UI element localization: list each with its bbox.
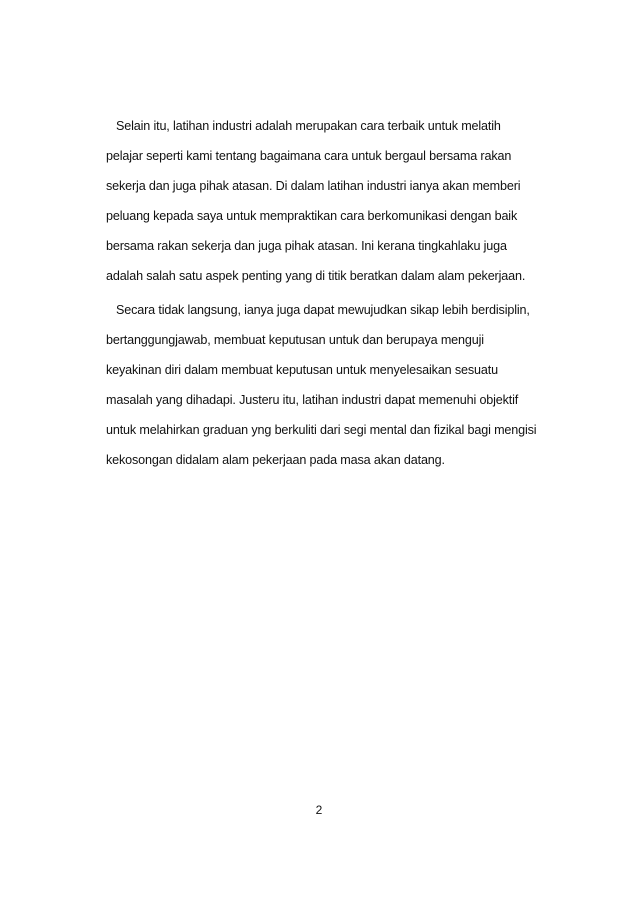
paragraph-line: adalah salah satu aspek penting yang di titik beratkan dalam alam pekerjaan.	[106, 269, 526, 283]
paragraph-line: Secara tidak langsung, ianya juga dapat mewujudkan sikap lebih berdisiplin,	[116, 303, 530, 317]
paragraph-line: masalah yang dihadapi. Justeru itu, latihan industri dapat memenuhi objektif	[106, 393, 519, 407]
paragraph-2	[106, 300, 576, 480]
paragraph-1	[106, 116, 576, 296]
paragraph-line: keyakinan diri dalam membuat keputusan untuk menyelesaikan sesuatu	[106, 363, 498, 377]
paragraph-line: Selain itu, latihan industri adalah merupakan cara terbaik untuk melatih	[116, 119, 501, 133]
paragraph-line: pelajar seperti kami tentang bagaimana cara untuk bergaul bersama rakan	[106, 149, 512, 163]
page-number: 2	[315, 803, 323, 817]
paragraph-line: bersama rakan sekerja dan juga pihak atasan. Ini kerana tingkahlaku juga	[106, 239, 507, 253]
paragraph-line: peluang kepada saya untuk mempraktikan cara berkomunikasi dengan baik	[106, 209, 518, 223]
paragraph-line: bertanggungjawab, membuat keputusan untuk dan berupaya menguji	[106, 333, 484, 347]
body-text	[106, 116, 576, 480]
paragraph-line: untuk melahirkan graduan yng berkuliti dari segi mental dan fizikal bagi mengisi	[106, 423, 537, 437]
paragraph-line: kekosongan didalam alam pekerjaan pada masa akan datang.	[106, 453, 445, 467]
paragraph-line: sekerja dan juga pihak atasan. Di dalam latihan industri ianya akan memberi	[106, 179, 521, 193]
